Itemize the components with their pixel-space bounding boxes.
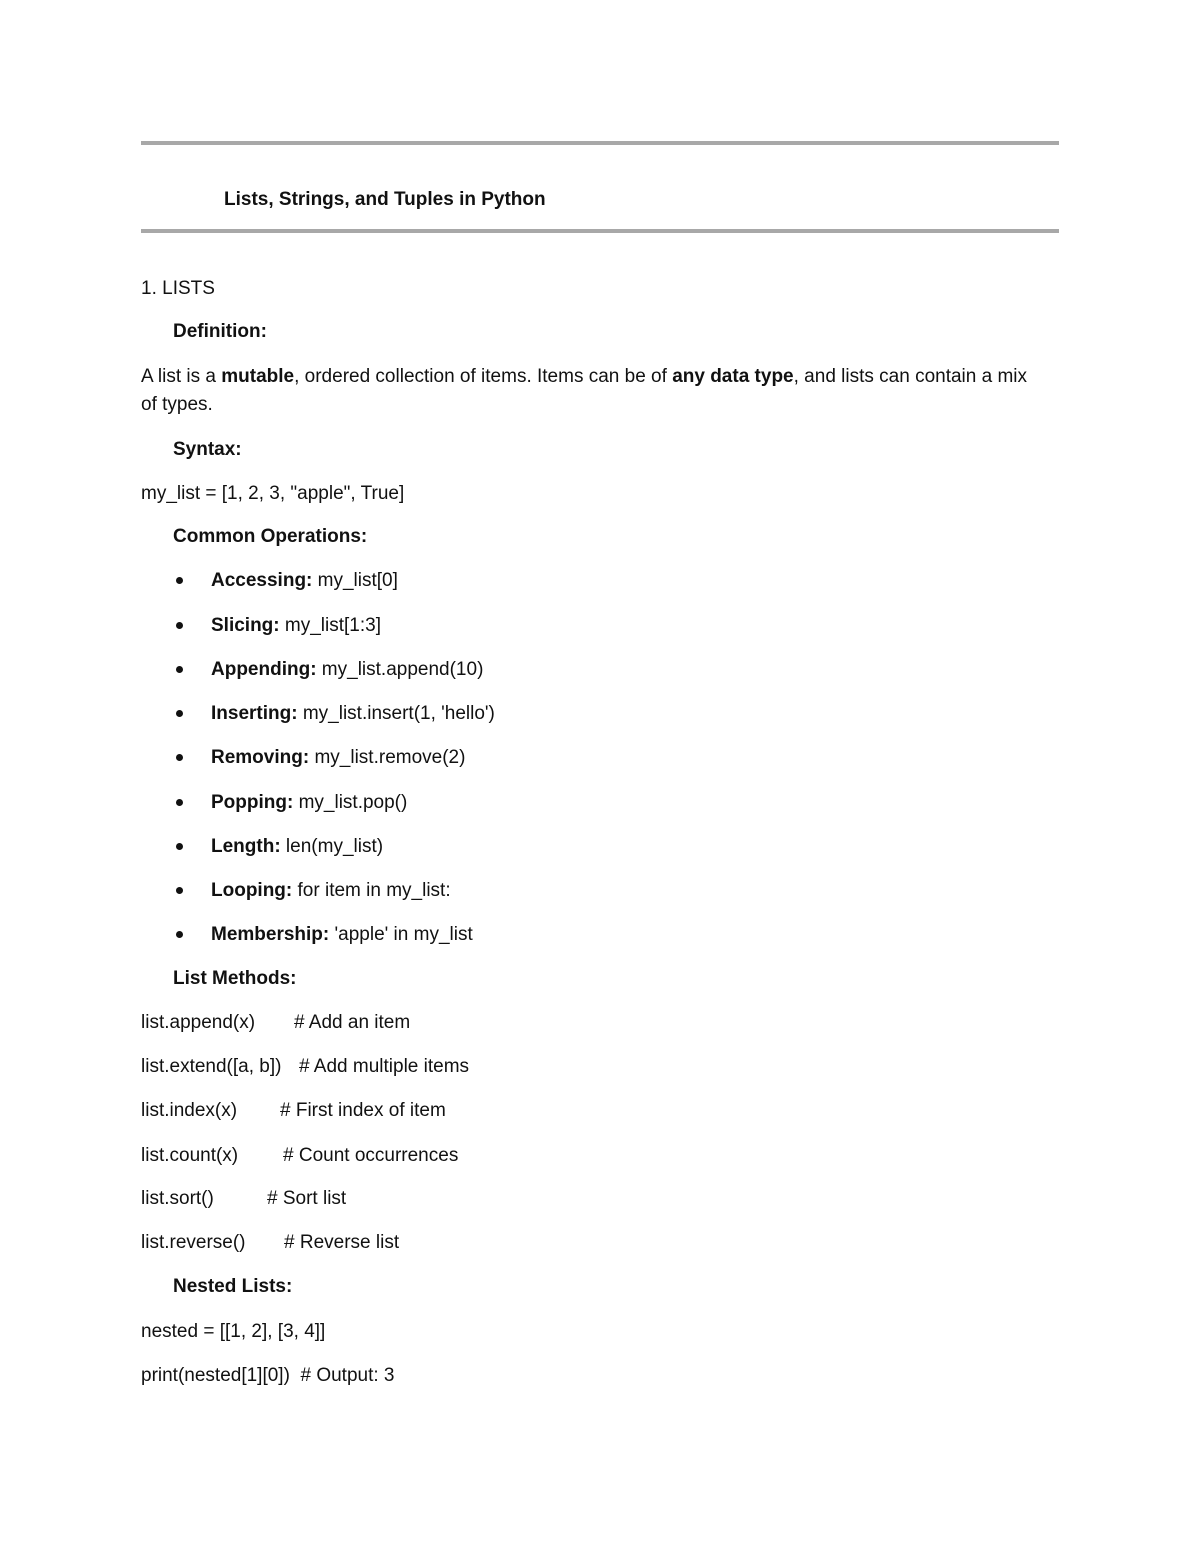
top-rule	[141, 141, 1059, 145]
bullet-icon	[176, 843, 183, 850]
operation-appending	[211, 660, 483, 679]
operation-removing	[211, 748, 465, 767]
definition-bold-any-type: any data type	[672, 366, 794, 387]
definition-bold-mutable: mutable	[221, 366, 295, 387]
operation-label: Slicing:	[211, 615, 280, 636]
method-comment: # Sort list	[267, 1188, 347, 1209]
operation-length	[211, 837, 383, 856]
operation-code: my_list[1:3]	[279, 615, 381, 636]
operation-label: Looping:	[211, 880, 293, 901]
operation-code: my_list[0]	[312, 570, 398, 591]
operation-code: my_list.append(10)	[316, 659, 484, 680]
definition-text-3: , and lists can contain a mix	[793, 366, 1028, 387]
operation-membership	[211, 925, 473, 944]
operation-code: my_list.remove(2)	[309, 747, 466, 768]
operation-label: Inserting:	[211, 703, 298, 724]
nested-heading: Nested Lists:	[173, 1276, 293, 1297]
operation-label: Length:	[211, 836, 281, 857]
bullet-icon	[176, 799, 183, 806]
bullet-icon	[176, 710, 183, 717]
syntax-code: my_list = [1, 2, 3, "apple", True]	[141, 483, 405, 504]
syntax-heading: Syntax:	[173, 439, 242, 460]
definition-heading: Definition:	[173, 321, 267, 342]
method-comment: # First index of item	[280, 1100, 446, 1121]
operation-accessing	[211, 571, 398, 590]
nested-code-line-2: print(nested[1][0]) # Output: 3	[141, 1365, 395, 1386]
bullet-icon	[176, 577, 183, 584]
bullet-icon	[176, 754, 183, 761]
method-comment: # Add multiple items	[299, 1056, 470, 1077]
method-comment: # Add an item	[294, 1012, 411, 1033]
bullet-icon	[176, 666, 183, 673]
operation-popping	[211, 793, 407, 812]
method-code: list.extend([a, b])	[141, 1056, 282, 1077]
method-comment: # Count occurrences	[283, 1145, 459, 1166]
method-code: list.sort()	[141, 1188, 214, 1209]
document-title: Lists, Strings, and Tuples in Python	[224, 189, 546, 210]
nested-code-line-1: nested = [[1, 2], [3, 4]]	[141, 1321, 326, 1342]
bullet-icon	[176, 622, 183, 629]
section-heading: 1. LISTS	[141, 278, 215, 299]
operation-label: Appending:	[211, 659, 317, 680]
operation-code: my_list.pop()	[293, 792, 408, 813]
operation-code: my_list.insert(1, 'hello')	[297, 703, 495, 724]
operation-label: Popping:	[211, 792, 294, 813]
operations-heading: Common Operations:	[173, 526, 368, 547]
operation-label: Removing:	[211, 747, 310, 768]
method-code: list.reverse()	[141, 1232, 246, 1253]
operation-label: Accessing:	[211, 570, 313, 591]
definition-line-1	[141, 367, 1027, 386]
bullet-icon	[176, 887, 183, 894]
definition-text-1: A list is a	[141, 366, 222, 387]
operation-slicing	[211, 616, 381, 635]
operation-code: for item in my_list:	[292, 880, 451, 901]
method-code: list.count(x)	[141, 1145, 239, 1166]
method-code: list.append(x)	[141, 1012, 256, 1033]
title-bottom-rule	[141, 229, 1059, 233]
operation-label: Membership:	[211, 924, 330, 945]
definition-line-2: of types.	[141, 394, 213, 415]
methods-heading: List Methods:	[173, 968, 297, 989]
definition-text-2: , ordered collection of items. Items can be of	[294, 366, 673, 387]
method-code: list.index(x)	[141, 1100, 238, 1121]
bullet-icon	[176, 931, 183, 938]
operation-inserting	[211, 704, 495, 723]
operation-looping	[211, 881, 451, 900]
method-comment: # Reverse list	[284, 1232, 400, 1253]
operation-code: 'apple' in my_list	[329, 924, 473, 945]
operation-code: len(my_list)	[280, 836, 384, 857]
